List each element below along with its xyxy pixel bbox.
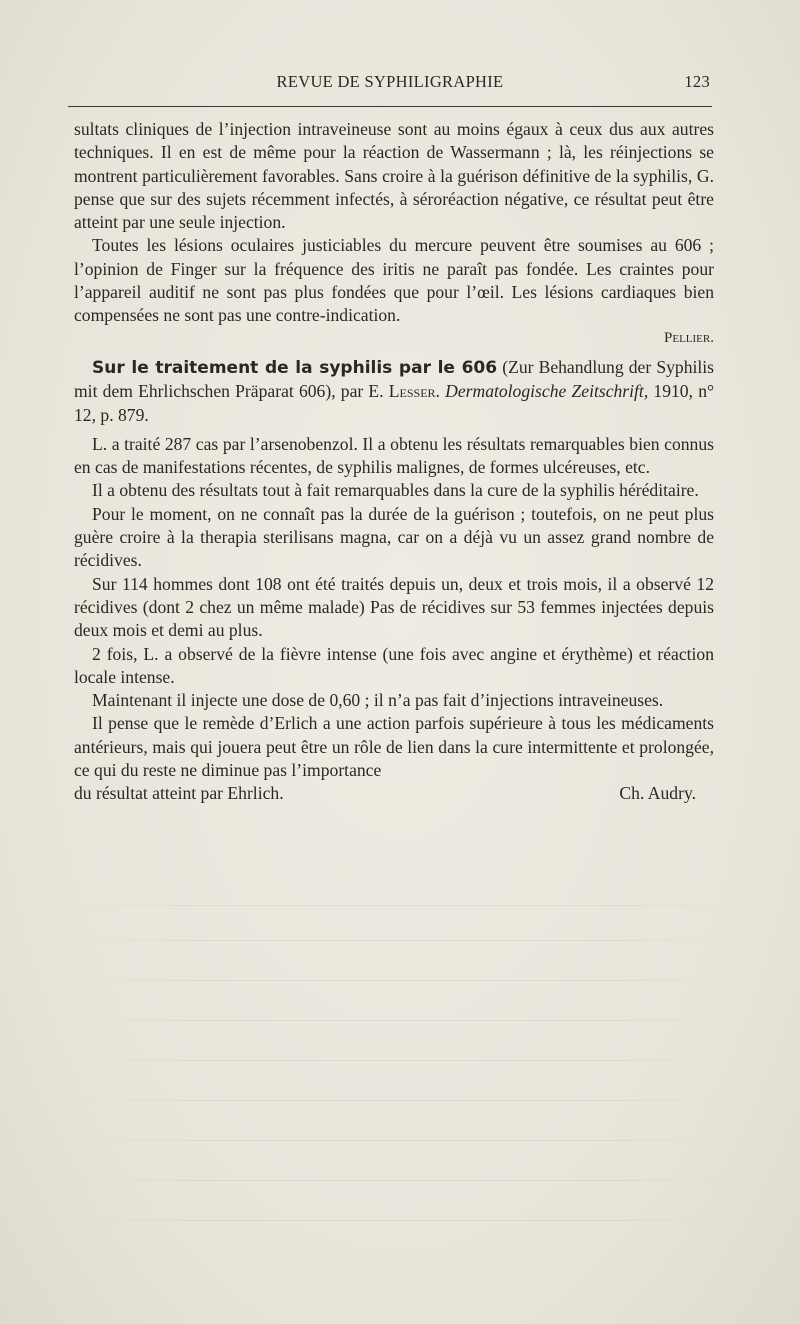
header-rule — [68, 106, 712, 107]
signature-audry: Ch. Audry. — [619, 783, 696, 804]
paragraph: Il pense que le remède d’Erlich a une action parfois supérieure à tous les médicaments antérieurs, mais qui jouera peut être un rôle de lien dans la cure intermittente et prolongée, ce qui du reste ne diminue pas l’importance — [74, 713, 714, 781]
running-header — [68, 70, 712, 94]
paragraph: Sur 114 hommes dont 108 ont été traités depuis un, deux et trois mois, il a observé 12 récidives (dont 2 chez un même malade) Pas de récidives sur 53 femmes injectées depuis deux mois et demi au plus. — [74, 573, 714, 641]
article-author: Lesser — [388, 381, 436, 402]
page-body — [74, 118, 714, 806]
show-through-line — [60, 1020, 740, 1021]
article-reference-punct: . — [435, 381, 446, 402]
show-through-line — [60, 1220, 740, 1221]
show-through-line — [60, 1100, 740, 1101]
paragraph: Toutes les lésions oculaires justiciables du mercure peuvent être soumises au 606 ; l’opinion de Finger sur la fréquence des iritis ne paraît pas fondée. Les craintes pour l’appareil auditif ne sont pas plus fondées que pour l’œil. Les lésions cardiaques bien compensées ne sont pas une contre-indication. — [74, 235, 714, 326]
signature-pellier: Pellier. — [664, 329, 714, 346]
paragraph: 2 fois, L. a observé de la fièvre intense (une fois avec angine et érythème) et réaction locale intense. — [74, 643, 714, 687]
journal-name: Dermatologische Zeitschrift, — [445, 381, 649, 402]
show-through-line — [60, 1180, 740, 1181]
paragraph-continuation: sultats cliniques de l’injection intraveineuse sont au moins égaux à ceux dus aux autres techniques. Il en est de même pour la réaction de Wassermann ; là, les réinjections se montrent particulièrement favorables. Sans croire à la guérison définitive de la syphilis, G. pense que sur des sujets récemment infectés, à séroréaction négative, ce résultat peut être atteint par une seule injection. — [74, 119, 714, 233]
show-through-line — [60, 1140, 740, 1141]
paragraph: Maintenant il injecte une dose de 0,60 ; il n’a pas fait d’injections intraveineuses. — [92, 690, 664, 711]
article-reference: (Zur Behandlung der Syphilis mit dem Ehrlichschen Präparat 606), par E. — [74, 356, 715, 402]
running-title: REVUE DE SYPHILIGRAPHIE — [276, 72, 504, 91]
show-through-line — [60, 1060, 740, 1061]
article-heading — [74, 356, 714, 427]
paragraph: Pour le moment, on ne connaît pas la durée de la guérison ; toutefois, on ne peut plus guère croire à la therapia sterilisans magna, car on a déjà vu un assez grand nombre de récidives. — [74, 503, 714, 571]
paragraph: Il a obtenu des résultats tout à fait remarquables dans la cure de la syphilis héréditaire. — [92, 480, 699, 501]
paragraph-end: du résultat atteint par Ehrlich. — [74, 783, 284, 804]
page-number: 123 — [684, 72, 710, 91]
article-citation: 1910, n° 12, p. 879. — [74, 381, 715, 425]
show-through-line — [60, 905, 740, 906]
final-line — [74, 782, 714, 805]
show-through-line — [60, 980, 740, 981]
article-title: Sur le traitement de la syphilis par le 606 — [92, 357, 498, 378]
show-through-line — [60, 940, 740, 941]
paragraph: L. a traité 287 cas par l’arsenobenzol. Il a obtenu les résultats remarquables bien connus en cas de manifestations récentes, de syphilis malignes, de formes ulcéreuses, etc. — [74, 433, 714, 478]
